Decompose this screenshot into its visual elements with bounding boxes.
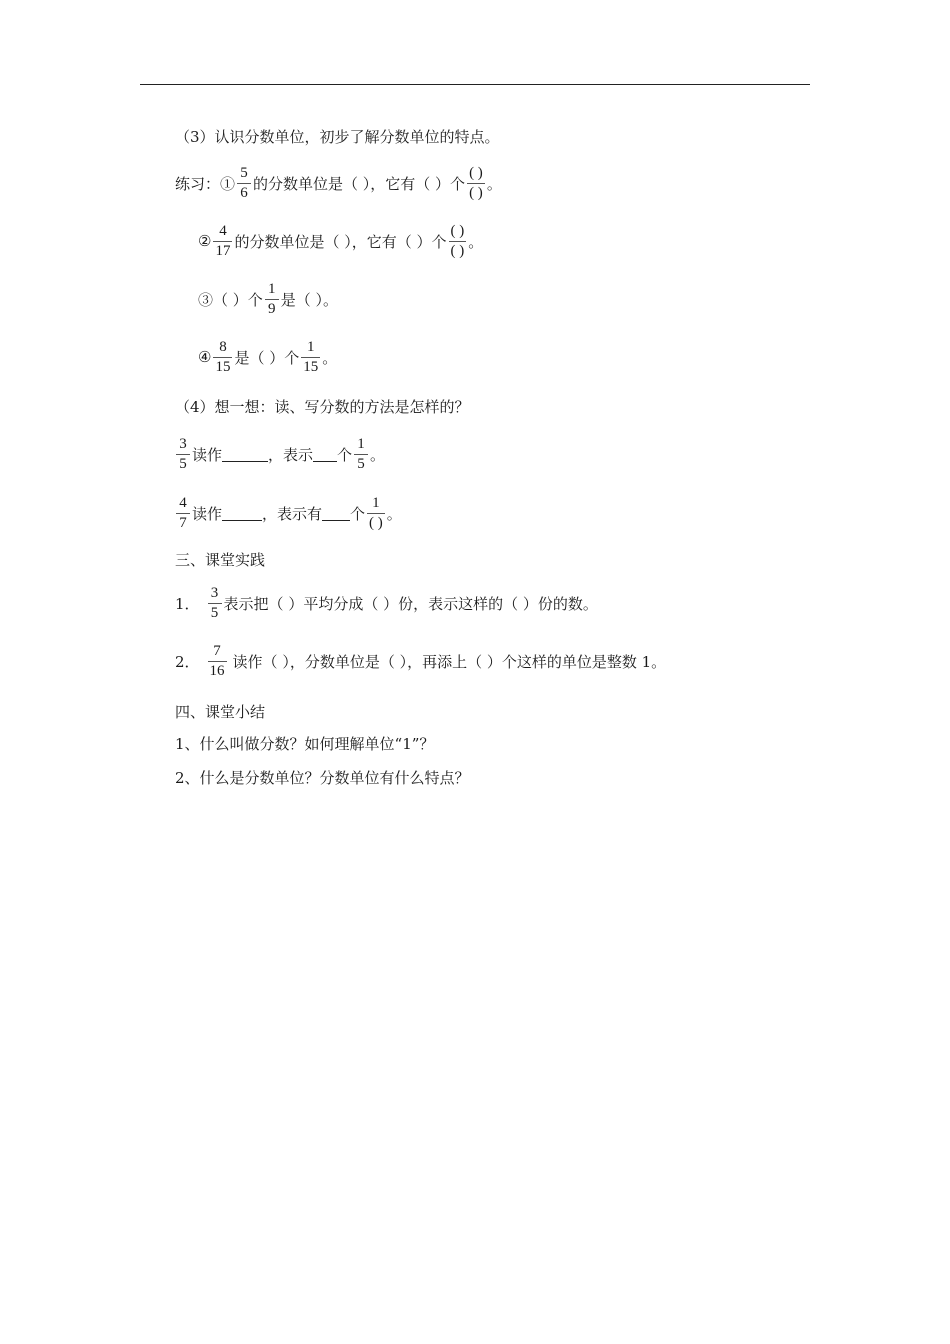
fraction: $\frac{4}{17}$ — [215, 222, 231, 259]
answer-blank[interactable] — [222, 447, 268, 462]
exercise-1: 练习：① $\frac{5}{6}$ 的分数单位是（ ），它有（ ）个 $\frac{( )}{( )}$ 。 — [175, 164, 502, 201]
summary-item: 2、什么是分数单位？分数单位有什么特点？ — [175, 768, 470, 787]
fraction: $\frac{1}{( )}$ — [369, 494, 383, 531]
section3-heading: （3）认识分数单位，初步了解分数单位的特点。 — [175, 127, 500, 146]
answer-blank[interactable] — [313, 447, 337, 462]
fraction: $\frac{3}{5}$ — [176, 436, 190, 473]
exercise-3: ③（ ）个 $\frac{1}{9}$ 是（ ）。 — [198, 280, 339, 317]
section4-heading: （4）想一想：读、写分数的方法是怎样的？ — [175, 397, 470, 416]
practice-heading: 三、课堂实践 — [175, 550, 266, 569]
fraction: $\frac{( )}{( )}$ — [469, 164, 483, 201]
answer-blank[interactable] — [222, 506, 262, 521]
fraction: $\frac{7}{16}$ — [209, 642, 225, 679]
fraction: $\frac{1}{5}$ — [354, 436, 368, 473]
exercise-2: ② $\frac{4}{17}$ 的分数单位是（ ），它有（ ）个 $\frac{( )}{( )}$ 。 — [198, 222, 484, 259]
fraction: $\frac{4}{7}$ — [176, 495, 190, 532]
fraction: $\frac{5}{6}$ — [237, 165, 251, 202]
fraction: $\frac{( )}{( )}$ — [450, 222, 465, 259]
reading-row-2: $\frac{4}{7}$ 读作 ，表示有 个 $\frac{1}{( )}$ 。 — [174, 488, 402, 538]
header-rule — [140, 84, 810, 85]
practice-question-1: 1． $\frac{3}{5}$ 表示把（ ）平均分成（ ）份，表示这样的（ ）份的数。 — [175, 584, 598, 621]
summary-heading: 四、课堂小结 — [175, 702, 266, 721]
practice-question-2: 2． $\frac{7}{16}$ 读作（ ），分数单位是（ ），再添上（ ）个这样的单位是整数 1。 — [175, 642, 667, 679]
fraction: $\frac{1}{9}$ — [265, 281, 279, 318]
fraction: $\frac{3}{5}$ — [208, 585, 222, 622]
answer-blank[interactable] — [322, 506, 350, 521]
fraction: $\frac{1}{15}$ — [303, 338, 319, 375]
exercise-4: ④ $\frac{8}{15}$ 是（ ）个 $\frac{1}{15}$ 。 — [198, 338, 338, 375]
summary-item: 1、什么叫做分数？如何理解单位“1”？ — [175, 734, 435, 753]
reading-row-1: $\frac{3}{5}$ 读作 ，表示 个 $\frac{1}{5}$ 。 — [174, 429, 385, 479]
fraction: $\frac{8}{15}$ — [215, 338, 231, 375]
